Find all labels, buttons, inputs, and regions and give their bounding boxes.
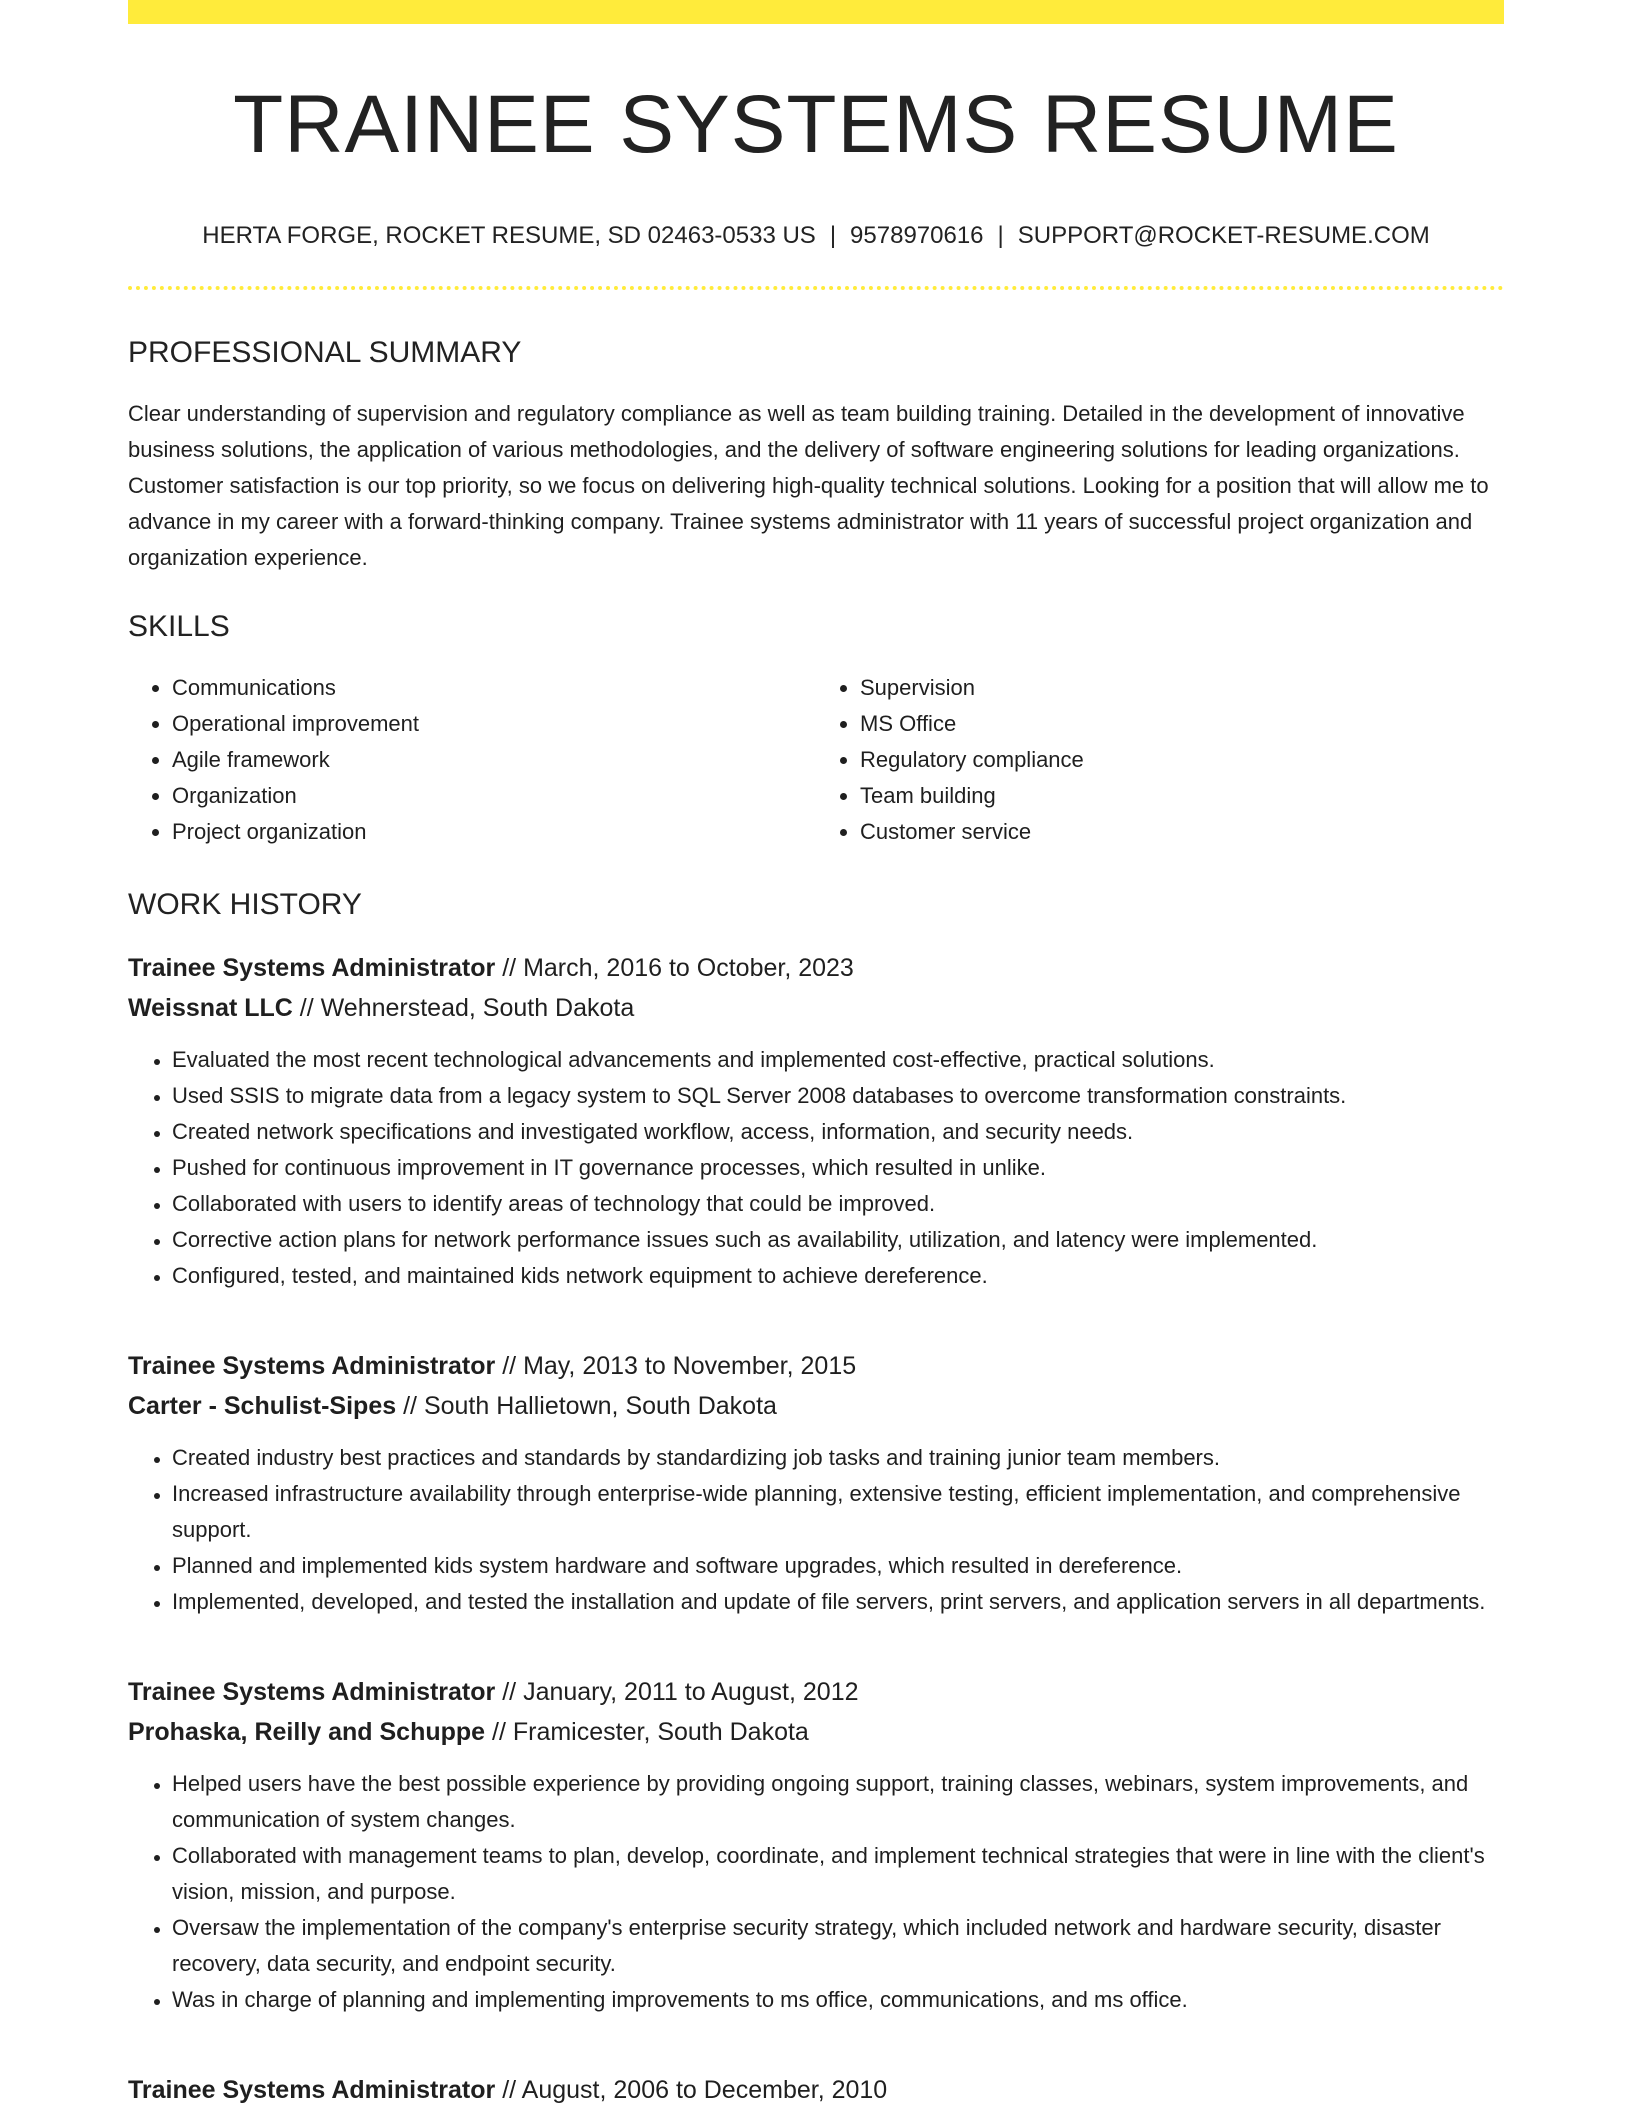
skills-column-right — [816, 670, 1504, 850]
job-bullets — [128, 1766, 1504, 2018]
job-company: Weissnat LLC — [128, 994, 293, 1022]
skill-item: • Agile framework — [172, 742, 816, 778]
job-bullet: • Pushed for continuous improvement in IT governance processes, which resulted in unlike. — [172, 1150, 1504, 1186]
job-title: Trainee Systems Administrator — [128, 954, 496, 982]
skill-item: • Team building — [860, 778, 1504, 814]
job-title-line — [128, 948, 1504, 988]
work-heading: WORK HISTORY — [128, 888, 362, 921]
job-title-line — [128, 1672, 1504, 1712]
job-dates: March, 2016 to October, 2023 — [523, 954, 854, 982]
job-separator: // — [495, 954, 524, 982]
skill-item: • Organization — [172, 778, 816, 814]
job-entry — [128, 1346, 1504, 1620]
skill-item: • Supervision — [860, 670, 1504, 706]
skills-list — [128, 670, 1504, 850]
job-bullet: • Created network specifications and investigated workflow, access, information, and security needs. — [172, 1114, 1504, 1150]
job-bullet: • Created industry best practices and standards by standardizing job tasks and training junior team members. — [172, 1440, 1504, 1476]
job-separator: // — [495, 1678, 524, 1706]
contact-line — [128, 224, 1504, 248]
job-bullet: • Oversaw the implementation of the company's enterprise security strategy, which included network and hardware security, disaster recovery, data security, and endpoint security. — [172, 1910, 1504, 1982]
job-company: Prohaska, Reilly and Schuppe — [128, 1718, 486, 1746]
job-bullet: • Helped users have the best possible experience by providing ongoing support, training classes, webinars, system improvements, and communication of system changes. — [172, 1766, 1504, 1838]
summary-text: Clear understanding of supervision and regulatory compliance as well as team building training. Detailed in the development of innovative business solutions, the application of various methodologies, and the delivery of software engineering solutions for leading organizations. Customer satisfaction is our top priority, so we focus on delivering high-quality technical solutions. Looking for a position that will allow me to advance in my career with a forward-thinking company. Trainee systems administrator with 11 years of successful project organization and organization experience. — [128, 401, 1489, 570]
job-title-line — [128, 2070, 1504, 2110]
skills-heading: SKILLS — [128, 610, 230, 643]
job-title-line — [128, 1346, 1504, 1386]
resume-page — [128, 0, 1504, 2110]
job-dates: May, 2013 to November, 2015 — [523, 1352, 857, 1380]
job-dates: August, 2006 to December, 2010 — [521, 2076, 888, 2104]
job-company-line — [128, 1386, 1504, 1426]
job-title: Trainee Systems Administrator — [128, 1678, 496, 1706]
job-separator: // — [292, 994, 321, 1022]
skill-item: • Communications — [172, 670, 816, 706]
skill-item: • Project organization — [172, 814, 816, 850]
dotted-divider — [128, 286, 1504, 290]
job-company: Carter - Schulist-Sipes — [128, 1392, 397, 1420]
job-bullets — [128, 1042, 1504, 1294]
skills-column-left — [128, 670, 816, 850]
skill-item: • Operational improvement — [172, 706, 816, 742]
skill-item: • Customer service — [860, 814, 1504, 850]
job-separator: // — [396, 1392, 424, 1420]
contact-separator: | — [997, 222, 1004, 249]
job-bullet: • Increased infrastructure availability through enterprise-wide planning, extensive testing, efficient implementation, and comprehensive support. — [172, 1476, 1504, 1548]
job-location: Wehnerstead, South Dakota — [320, 994, 635, 1022]
job-entry — [128, 1672, 1504, 2018]
job-separator: // — [495, 2076, 522, 2104]
contact-email: SUPPORT@ROCKET-RESUME.COM — [1017, 222, 1430, 249]
job-separator: // — [495, 1352, 524, 1380]
job-bullet: • Evaluated the most recent technological advancements and implemented cost-effective, practical solutions. — [172, 1042, 1504, 1078]
summary-heading: PROFESSIONAL SUMMARY — [128, 336, 522, 369]
job-bullet: • Planned and implemented kids system hardware and software upgrades, which resulted in dereference. — [172, 1548, 1504, 1584]
job-title: Trainee Systems Administrator — [128, 1352, 496, 1380]
job-bullet: • Collaborated with users to identify areas of technology that could be improved. — [172, 1186, 1504, 1222]
job-company-line — [128, 1712, 1504, 1752]
job-bullet: • Used SSIS to migrate data from a legacy system to SQL Server 2008 databases to overcome transformation constraints. — [172, 1078, 1504, 1114]
job-entry — [128, 2070, 1504, 2110]
job-bullet: • Corrective action plans for network performance issues such as availability, utilization, and latency were implemented. — [172, 1222, 1504, 1258]
job-dates: January, 2011 to August, 2012 — [523, 1678, 859, 1706]
accent-bar — [128, 0, 1504, 24]
resume-title: TRAINEE SYSTEMS RESUME — [233, 79, 1399, 170]
contact-address: HERTA FORGE, ROCKET RESUME, SD 02463-0533 US — [202, 222, 816, 249]
job-bullet: • Configured, tested, and maintained kids network equipment to achieve dereference. — [172, 1258, 1504, 1294]
contact-separator: | — [829, 222, 837, 249]
job-bullet: • Collaborated with management teams to plan, develop, coordinate, and implement technical strategies that were in line with the client's vision, mission, and purpose. — [172, 1838, 1504, 1910]
job-company-line — [128, 988, 1504, 1028]
job-bullet: • Implemented, developed, and tested the installation and update of file servers, print servers, and application servers in all departments. — [172, 1584, 1504, 1620]
job-location: South Hallietown, South Dakota — [423, 1392, 777, 1420]
job-entry — [128, 948, 1504, 1294]
job-separator: // — [485, 1718, 513, 1746]
skill-item: • Regulatory compliance — [860, 742, 1504, 778]
job-bullets — [128, 1440, 1504, 1620]
job-title: Trainee Systems Administrator — [128, 2076, 496, 2104]
contact-phone: 9578970616 — [850, 222, 984, 249]
job-location: Framicester, South Dakota — [512, 1718, 809, 1746]
job-bullet: • Was in charge of planning and implementing improvements to ms office, communications, and ms office. — [172, 1982, 1504, 2018]
skill-item: • MS Office — [860, 706, 1504, 742]
